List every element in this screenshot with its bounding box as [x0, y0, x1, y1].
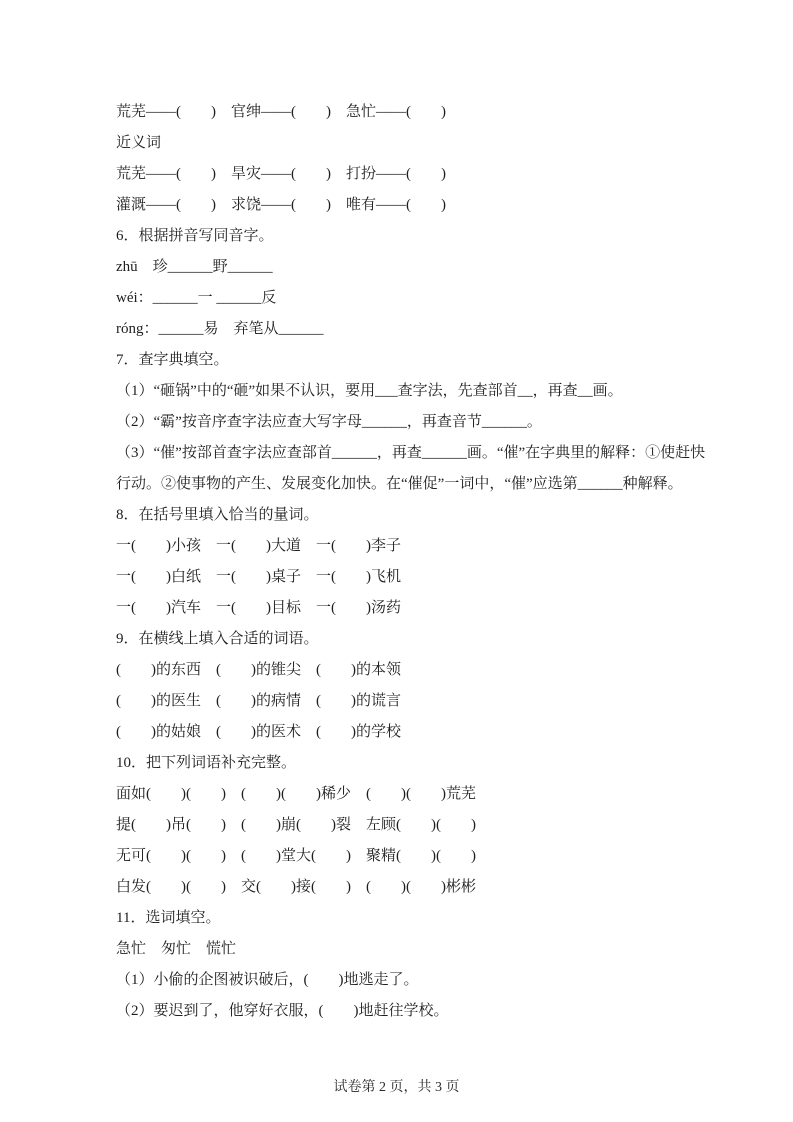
q6-pinyin-wei-row: wéi：______一 ______反 [116, 290, 277, 306]
q10-row-2: 提( )吊( ) ( )崩( )裂 左顾( )( ) [116, 817, 476, 833]
q6-pinyin-rong-row: róng：______易 弃笔从______ [116, 321, 324, 337]
q10-row-1: 面如( )( ) ( )( )稀少 ( )( )荒芜 [116, 786, 476, 802]
q8-row-1: 一( )小孩 一( )大道 一( )李子 [116, 538, 401, 554]
q11-item-1: （1）小偷的企图被识破后，( )地逃走了。 [116, 972, 419, 988]
synonym-row-2: 灌溉——( ) 求饶——( ) 唯有——( ) [116, 197, 446, 213]
q8-row-3: 一( )汽车 一( )目标 一( )汤药 [116, 600, 401, 616]
question-6-title: 6．根据拼音写同音字。 [116, 228, 274, 244]
antonym-row-1: 荒芜——( ) 官绅——( ) 急忙——( ) [116, 104, 446, 120]
page-number-footer: 试卷第 2 页，共 3 页 [333, 1080, 460, 1095]
q9-row-3: ( )的姑娘 ( )的医术 ( )的学校 [116, 724, 401, 740]
synonym-section-label: 近义词 [116, 135, 162, 151]
exam-content [116, 97, 733, 1027]
q11-item-2: （2）要迟到了，他穿好衣服，( )地赶往学校。 [116, 1003, 449, 1019]
question-7-title: 7．查字典填空。 [116, 352, 229, 368]
q8-row-2: 一( )白纸 一( )桌子 一( )飞机 [116, 569, 401, 585]
q11-word-options: 急忙 匆忙 慌忙 [116, 941, 237, 957]
question-8-title: 8．在括号里填入恰当的量词。 [116, 507, 319, 523]
q9-row-2: ( )的医生 ( )的病情 ( )的谎言 [116, 693, 401, 709]
q6-pinyin-zhu-row: zhū 珍______野______ [116, 259, 273, 275]
q10-row-4: 白发( )( ) 交( )接( ) ( )( )彬彬 [116, 879, 476, 895]
question-11-title: 11．选词填空。 [116, 910, 221, 926]
question-10-title: 10．把下列词语补充完整。 [116, 755, 297, 771]
q7-part-1: （1）“砸锅”中的“砸”如果不认识，要用___查字法，先查部首__，再查__画。 [116, 383, 623, 399]
q7-part-3-line-1: （3）“催”按部首查字法应查部首______，再查______画。“催”在字典里的解释：①使赶快 [116, 445, 706, 461]
synonym-row-1: 荒芜——( ) 旱灾——( ) 打扮——( ) [116, 166, 446, 182]
q9-row-1: ( )的东西 ( )的锥尖 ( )的本领 [116, 662, 401, 678]
q7-part-3-line-2: 行动。②使事物的产生、发展变化加快。在“催促”一词中，“催”应选第______种解释。 [116, 476, 683, 492]
question-9-title: 9．在横线上填入合适的词语。 [116, 631, 319, 647]
q7-part-2: （2）“霸”按音序查字法应查大写字母______，再查音节______。 [116, 414, 542, 430]
q10-row-3: 无可( )( ) ( )堂大( ) 聚精( )( ) [116, 848, 476, 864]
